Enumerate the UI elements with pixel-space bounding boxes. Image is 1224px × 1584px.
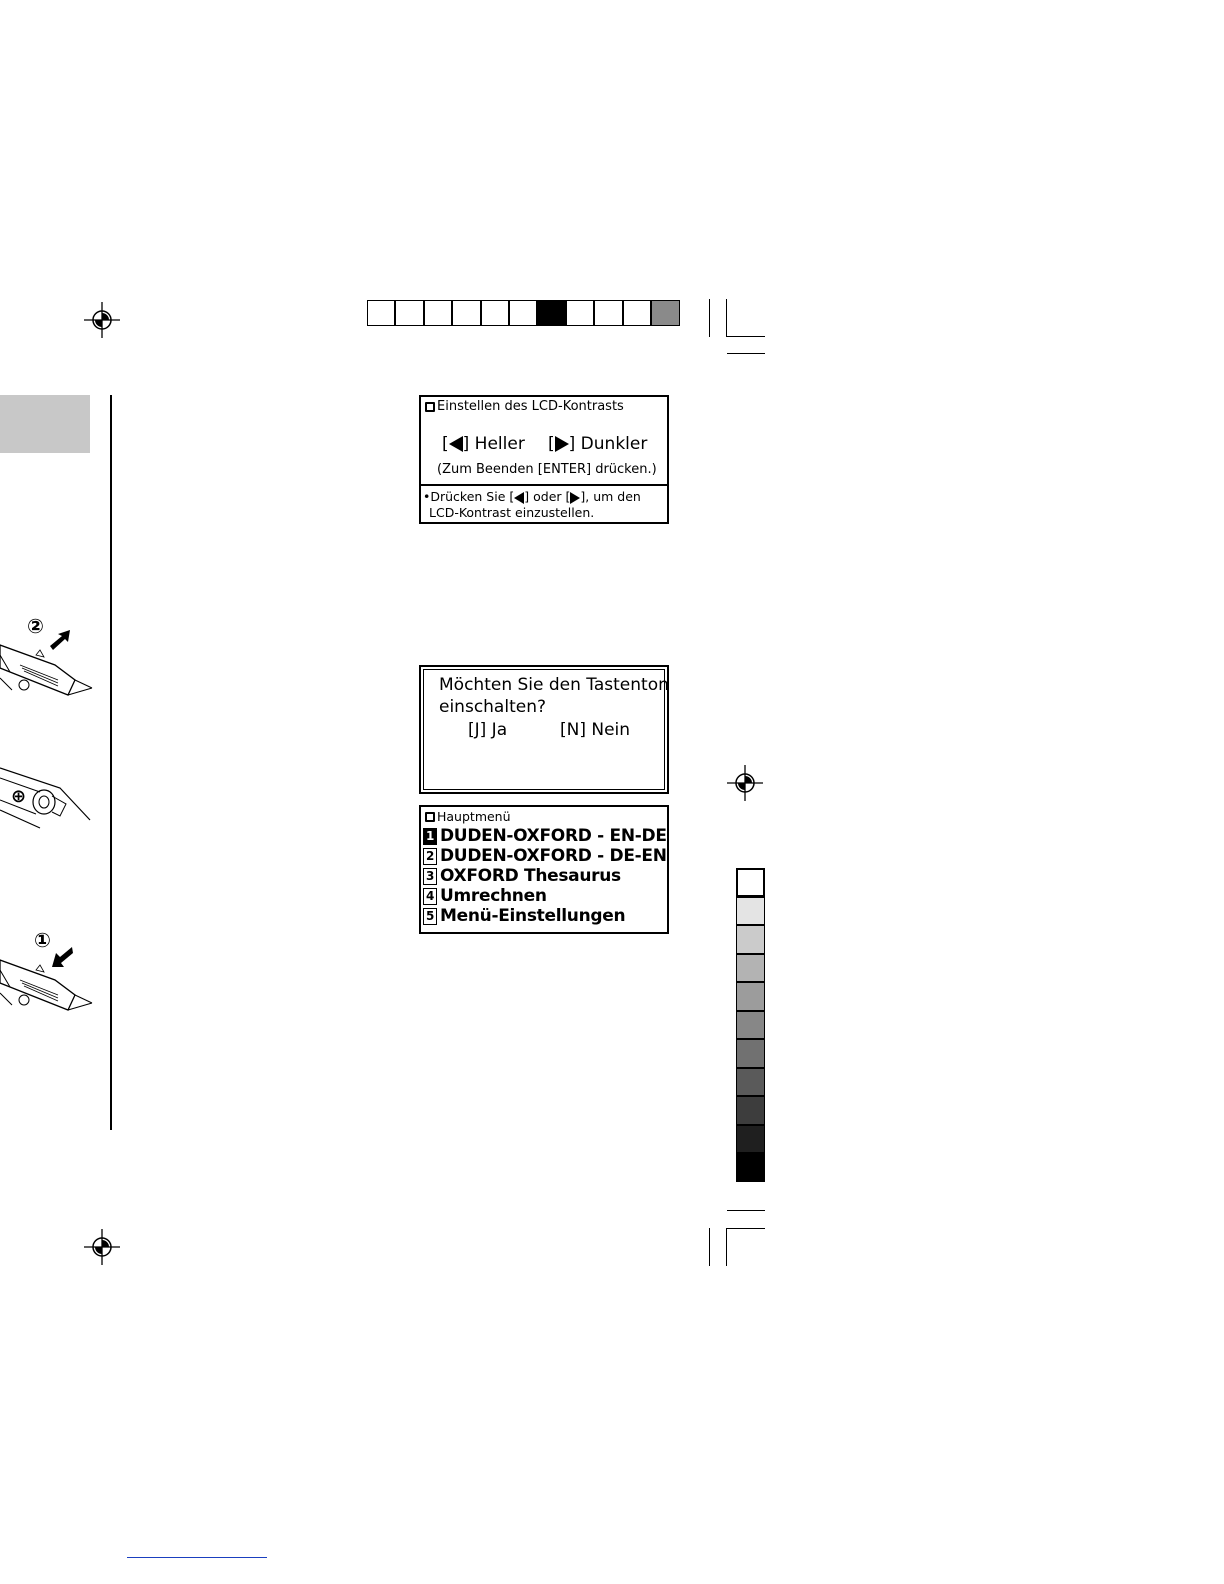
chapter-tab (0, 395, 90, 453)
color-bar-cell (509, 300, 537, 326)
keytone-question-line2: einschalten? (439, 697, 546, 717)
lcd-contrast-title (425, 399, 624, 414)
menu-item-label: Menü-Einstellungen (440, 906, 626, 926)
menu-item-number: 4 (423, 888, 437, 905)
menu-item-label: OXFORD Thesaurus (440, 866, 621, 886)
color-bar-cell-black (537, 300, 566, 326)
left-arrow-icon (514, 492, 524, 504)
lcd-contrast-hint: (Zum Beenden [ENTER] drücken.) (437, 462, 657, 477)
color-bar-cell (452, 300, 481, 326)
menu-item-number: 1 (423, 828, 437, 845)
keytone-no-option: [N] Nein (560, 720, 631, 740)
grayscale-step (736, 1153, 765, 1182)
main-menu-item (423, 866, 621, 886)
margin-rule (110, 395, 112, 1130)
main-menu-item (423, 886, 547, 906)
step-number-1: ① (34, 928, 51, 952)
lcd-keytone-dialog (419, 665, 669, 794)
menu-item-label: DUDEN-OXFORD - DE-EN (440, 846, 667, 866)
registration-mark-icon (727, 765, 763, 801)
registration-mark-icon (84, 1229, 120, 1265)
main-menu-item (423, 826, 667, 846)
checkbox-icon (425, 402, 435, 412)
grayscale-step (736, 1068, 765, 1096)
color-bar-cell (395, 300, 424, 326)
left-arrow-icon (449, 436, 463, 452)
menu-item-number: 3 (423, 868, 437, 885)
main-menu-item (423, 906, 625, 926)
dunkler-label: ] Dunkler (568, 434, 648, 454)
battery-cover-illustration-top (0, 610, 100, 710)
color-bar-cell (367, 300, 395, 326)
footer-rule (127, 1557, 267, 1558)
lcd-contrast-title-text: Einstellen des LCD-Kontrasts (437, 399, 624, 414)
lcd-divider (421, 484, 667, 486)
grayscale-step (736, 1011, 765, 1039)
color-bar-cell (594, 300, 623, 326)
registration-mark-icon (84, 302, 120, 338)
checkbox-icon (425, 812, 435, 822)
color-bar-cell (623, 300, 651, 326)
main-menu-title-text: Hauptmenü (437, 809, 511, 824)
lcd-main-menu (419, 805, 669, 934)
grayscale-step (736, 925, 765, 954)
menu-item-label: Umrechnen (440, 886, 547, 906)
color-bar-cell (481, 300, 509, 326)
heller-option: [ ] Heller (442, 434, 525, 454)
right-arrow-icon (570, 492, 580, 504)
grayscale-step (736, 982, 765, 1011)
grayscale-step (736, 1039, 765, 1068)
color-bar-cell-gray (651, 300, 680, 326)
right-arrow-icon (555, 436, 569, 452)
main-menu-item (423, 846, 667, 866)
heller-label: ] Heller (462, 434, 525, 454)
grayscale-step (736, 1125, 765, 1153)
color-bar-cell (566, 300, 594, 326)
color-bar-cell (424, 300, 452, 326)
lcd-contrast-note-line2: LCD-Kontrast einzustellen. (429, 505, 595, 520)
keytone-question-line1: Möchten Sie den Tastenton (439, 675, 669, 695)
lcd-contrast-note: •Drücken Sie [ ] oder [ ], um den LCD-Kontrast einzustellen. (423, 489, 641, 520)
dunkler-option: [ ] Dunkler (548, 434, 648, 454)
lcd-contrast-screen (419, 395, 669, 524)
grayscale-step (736, 1096, 765, 1125)
main-menu-title (425, 809, 511, 824)
grayscale-step (736, 868, 765, 897)
menu-item-number: 2 (423, 848, 437, 865)
menu-item-label: DUDEN-OXFORD - EN-DE (440, 826, 667, 846)
plus-sign-icon: ⊕ (11, 786, 27, 807)
menu-item-number: 5 (423, 908, 437, 925)
step-number-2: ② (27, 614, 44, 638)
keytone-yes-option: [J] Ja (468, 720, 508, 740)
grayscale-step (736, 897, 765, 925)
grayscale-step (736, 954, 765, 982)
